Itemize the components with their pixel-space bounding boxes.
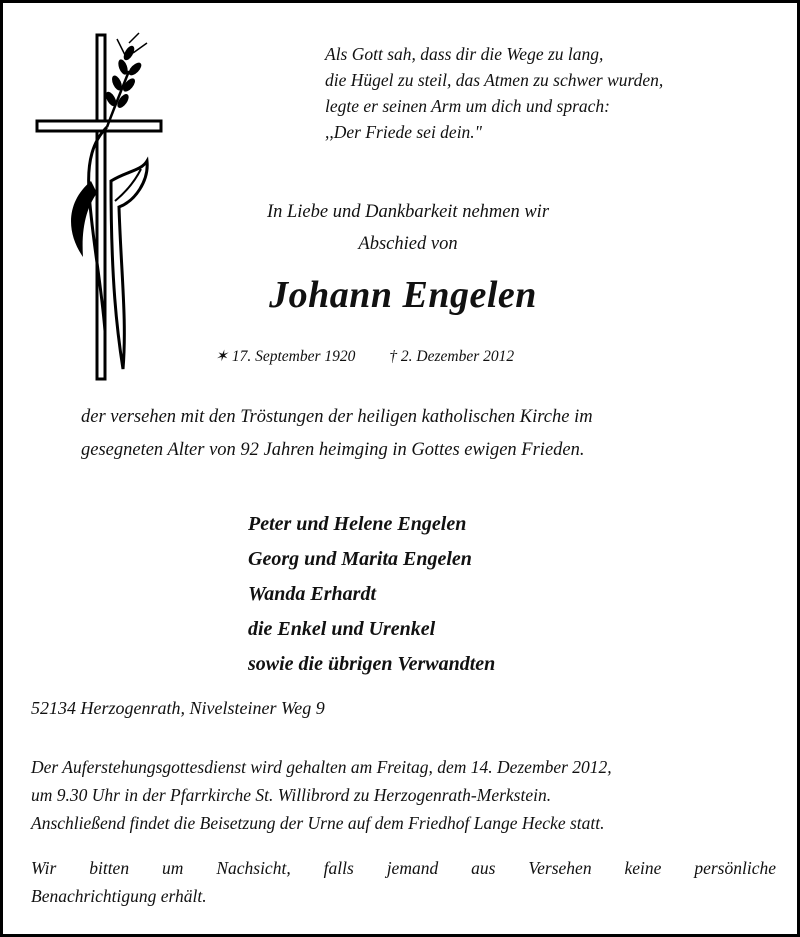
apology-note (31, 854, 776, 910)
intro-line: Abschied von (358, 234, 458, 254)
statement-line: der versehen mit den Tröstungen der heiligen katholischen Kirche im (81, 407, 593, 427)
apology-line: Wir bitten um Nachsicht, falls jemand aus Versehen keine persönliche (31, 858, 776, 878)
cross-with-wheat-icon (31, 31, 167, 383)
poem (325, 41, 785, 145)
service-details (31, 753, 776, 837)
survivors-list (248, 507, 495, 682)
poem-line: Als Gott sah, dass dir die Wege zu lang, (325, 44, 604, 64)
poem-line: ,,Der Friede sei dein." (325, 122, 483, 142)
intro-text (183, 196, 633, 260)
service-line: Der Auferstehungsgottesdienst wird gehalten am Freitag, dem 14. Dezember 2012, (31, 757, 612, 777)
statement (81, 401, 771, 467)
survivor-entry: Wanda Erhardt (248, 583, 377, 605)
deceased-name: Johann Engelen (269, 274, 537, 316)
survivor-entry: Georg und Marita Engelen (248, 548, 472, 570)
statement-line: gesegneten Alter von 92 Jahren heimging in Gottes ewigen Frieden. (81, 440, 585, 460)
service-line: um 9.30 Uhr in der Pfarrkirche St. Willibrord zu Herzogenrath-Merkstein. (31, 785, 552, 805)
survivor-entry: die Enkel und Urenkel (248, 618, 436, 640)
family-address: 52134 Herzogenrath, Nivelsteiner Weg 9 (31, 698, 325, 718)
intro-line: In Liebe und Dankbarkeit nehmen wir (266, 202, 550, 222)
apology-line: Benachrichtigung erhält. (31, 886, 207, 906)
death-date: † 2. Dezember 2012 (389, 348, 515, 365)
survivor-entry: sowie die übrigen Verwandten (248, 653, 496, 675)
poem-line: die Hügel zu steil, das Atmen zu schwer wurden, (325, 70, 664, 90)
poem-line: legte er seinen Arm um dich und sprach: (325, 96, 610, 116)
service-line: Anschließend findet die Beisetzung der Urne auf dem Friedhof Lange Hecke statt. (31, 813, 605, 833)
birth-date: ✶ 17. September 1920 (215, 348, 356, 365)
life-dates (215, 347, 514, 366)
survivor-entry: Peter und Helene Engelen (248, 513, 467, 535)
